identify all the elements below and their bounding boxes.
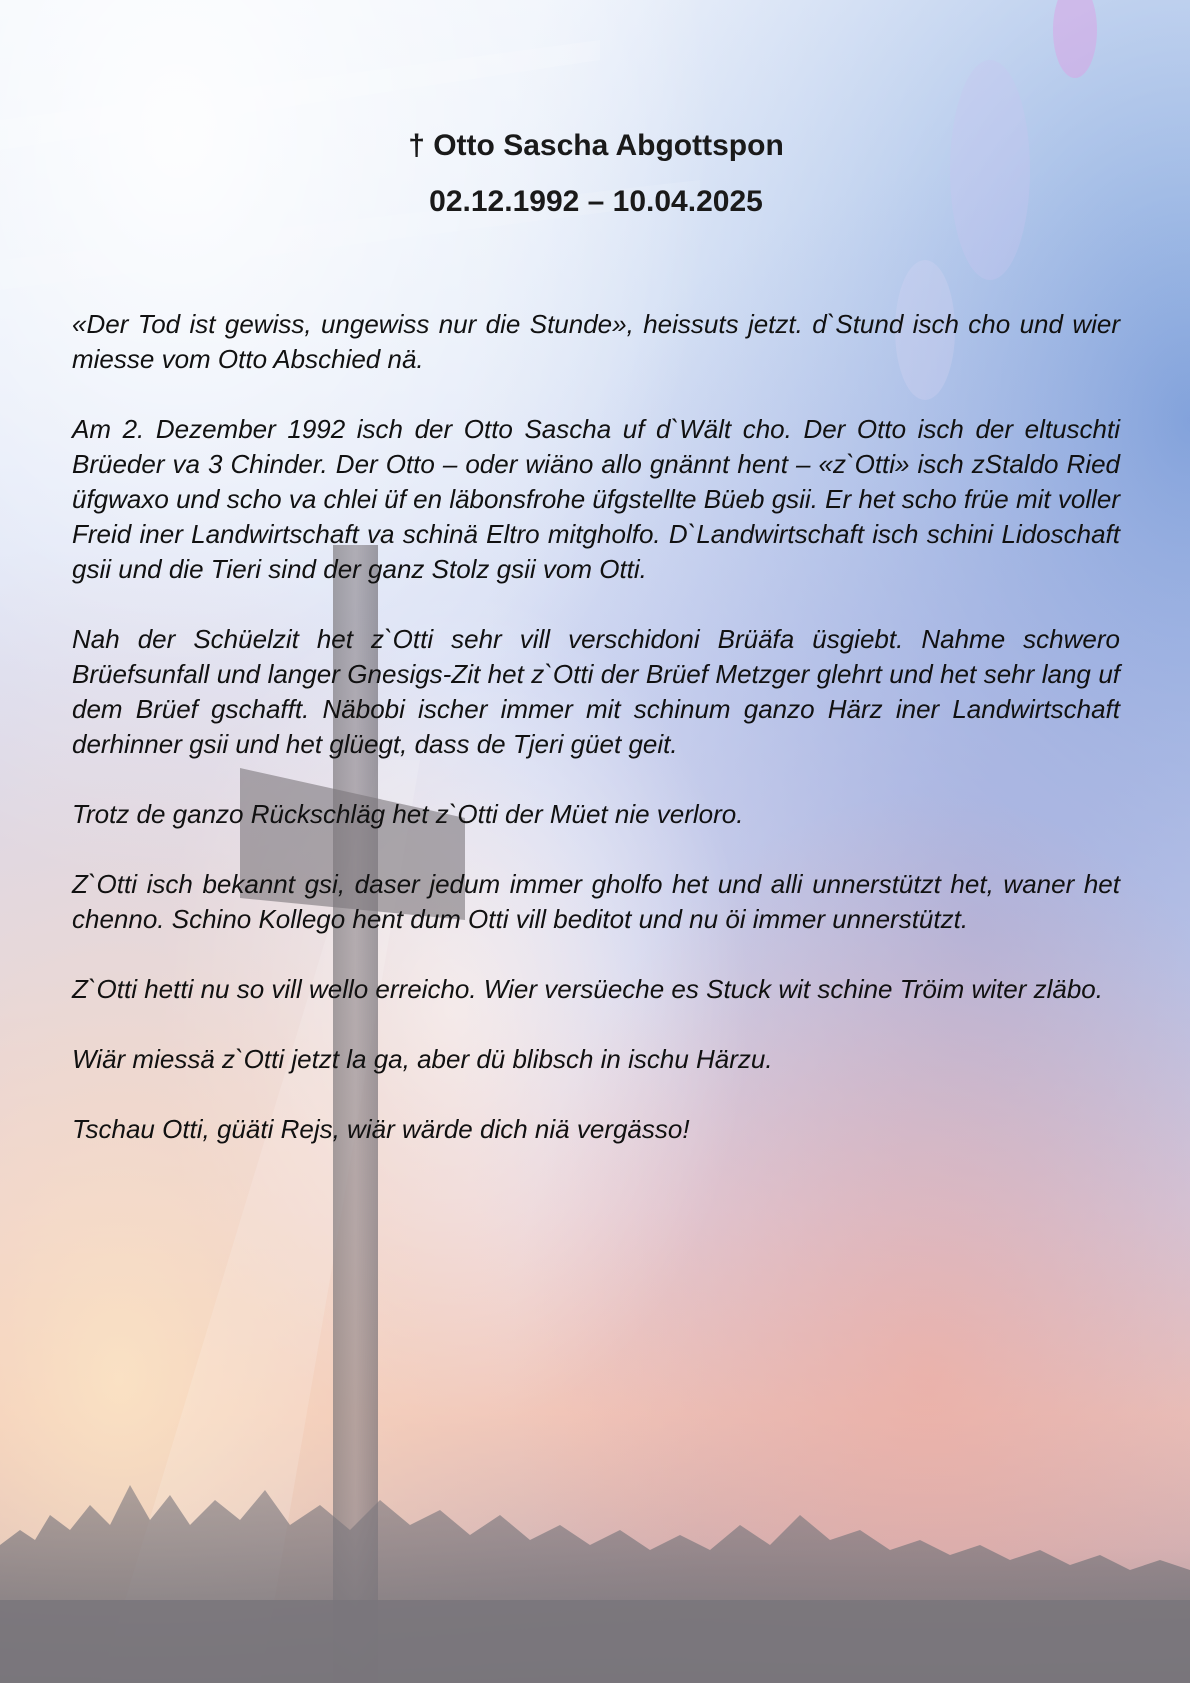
obituary-text: [72, 307, 1120, 1182]
paragraph-helpfulness: Z`Otti isch bekannt gsi, daser jedum immer gholfo het und alli unnerstützt het, waner het chenno. Schino Kollego hent dum Otti vill beditot und nu öi immer unnerstützt.: [72, 869, 1120, 934]
life-dates: 02.12.1992 – 10.04.2025: [429, 185, 763, 218]
paragraph-courage: Trotz de ganzo Rückschläg het z`Otti der Müet nie verloro.: [72, 799, 744, 829]
paragraph-childhood: Am 2. Dezember 1992 isch der Otto Sascha uf d`Wält cho. Der Otto isch der eltuschti Brüeder va 3 Chinder. Der Otto – oder wiäno allo gnännt hent – «z`Otti» isch zStaldo Ried üfgwaxo und scho va chlei üf en läbonsfrohe üfgstellte Büeb gsii. Er het scho früe mit voller Freid iner Landwirtschaft va schinä Eltro mitgholfo. D`Landwirtschaft isch schini Lidoschaft gsii und die Tieri sind der ganz Stolz gsii vom Otti.: [72, 414, 1120, 584]
paragraph-dreams: Z`Otti hetti nu so vill wello erreicho. Wier versüeche es Stuck wit schine Tröim witer zläbo.: [72, 974, 1103, 1004]
paragraph-career: Nah der Schüelzit het z`Otti sehr vill verschidoni Brüäfa üsgiebt. Nahme schwero Brüefsunfall und langer Gnesigs-Zit het z`Otti der Brüef Metzger glehrt und het sehr lang uf dem Brüef gschafft. Näbobi ischer immer mit schinum ganzo Härz iner Landwirtschaft derhinner gsii und het glüegt, dass de Tjeri güet geit.: [72, 624, 1120, 759]
paragraph-farewell: Wiär miessä z`Otti jetzt la ga, aber dü blibsch in ischu Härzu.: [72, 1044, 773, 1074]
paragraph-goodbye: Tschau Otti, güäti Rejs, wiär wärde dich niä vergässo!: [72, 1114, 690, 1144]
deceased-name: † Otto Sascha Abgottspon: [408, 129, 784, 162]
paragraph-quote: «Der Tod ist gewiss, ungewiss nur die Stunde», heissuts jetzt. d`Stund isch cho und wier miesse vom Otto Abschied nä.: [72, 309, 1120, 374]
